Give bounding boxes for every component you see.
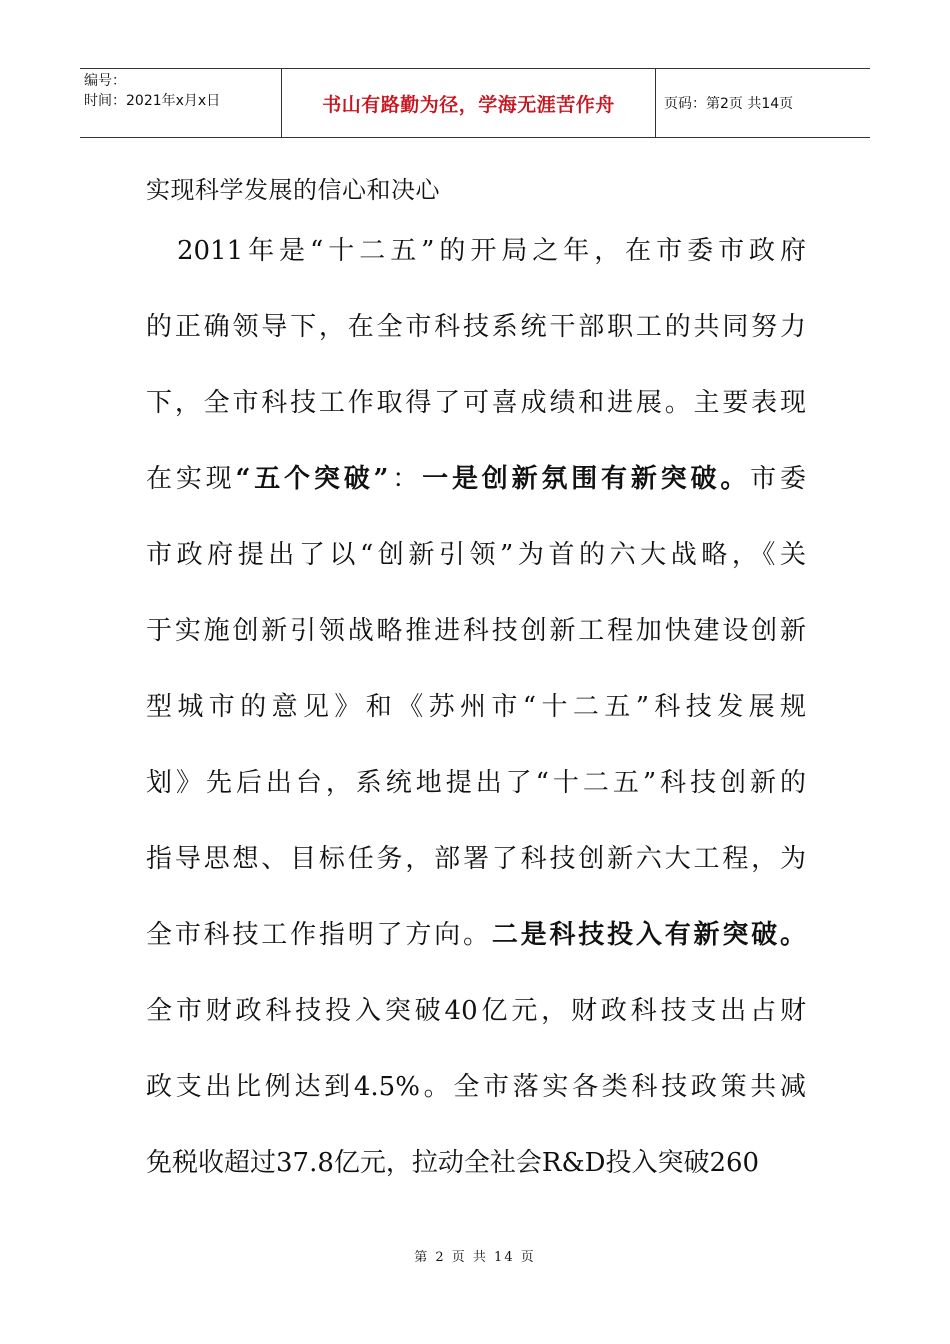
body-line xyxy=(146,384,806,460)
body-line xyxy=(146,308,806,384)
page-footer: 第 2 页 共 14 页 xyxy=(414,1250,536,1265)
body-line xyxy=(146,992,806,1068)
text-span: 在实现 xyxy=(146,464,236,494)
text-span: 划》先后出台，系统地提出了“十二五”科技创新的 xyxy=(146,768,806,798)
header-page-info: 页码：第2页 共14页 xyxy=(664,96,794,112)
bold-text-span: 一是创新氛围有新突破。 xyxy=(422,464,751,494)
body-line xyxy=(146,840,806,916)
body-text xyxy=(146,232,806,1220)
text-span: 全市财政科技投入突破40亿元，财政科技支出占财 xyxy=(146,996,806,1026)
body-line xyxy=(146,232,806,308)
body-line xyxy=(146,688,806,764)
body-line xyxy=(146,1068,806,1144)
text-span: 免税收超过37.8亿元，拉动全社会R&D投入突破260 xyxy=(146,1148,760,1178)
text-span: 指导思想、目标任务，部署了科技创新六大工程，为 xyxy=(146,844,806,874)
body-line xyxy=(146,916,806,992)
text-span: ： xyxy=(388,464,423,494)
page-header xyxy=(80,68,870,138)
body-line xyxy=(146,764,806,840)
body-line xyxy=(146,460,806,536)
bold-text-span: “五个突破” xyxy=(235,464,389,494)
text-span: 市政府提出了以“创新引领”为首的六大战略，《关 xyxy=(146,540,806,570)
text-span: 下，全市科技工作取得了可喜成绩和进展。主要表现 xyxy=(146,388,806,418)
header-motto: 书山有路勤为径，学海无涯苦作舟 xyxy=(282,69,656,137)
bold-text-span: 二是科技投入有新突破。 xyxy=(491,920,806,950)
text-span: 全市科技工作指明了方向。 xyxy=(146,920,492,950)
body-line xyxy=(146,536,806,612)
text-span: 型城市的意见》和《苏州市“十二五”科技发展规 xyxy=(146,692,806,722)
text-span: 于实施创新引领战略推进科技创新工程加快建设创新 xyxy=(146,616,806,646)
body-line xyxy=(146,612,806,688)
section-title: 实现科学发展的信心和决心 xyxy=(146,176,440,204)
body-line xyxy=(146,1144,806,1220)
text-span: 政支出比例达到4.5%。全市落实各类科技政策共减 xyxy=(146,1072,806,1102)
text-span: 的正确领导下，在全市科技系统干部职工的共同努力 xyxy=(146,312,806,342)
document-time-label: 时间：2021年x月x日 xyxy=(84,93,221,109)
text-span: 2011年是“十二五”的开局之年，在市委市政府 xyxy=(146,236,806,266)
header-meta xyxy=(80,69,282,137)
document-number-label: 编号： xyxy=(84,73,126,89)
text-span: 市委 xyxy=(750,464,806,494)
